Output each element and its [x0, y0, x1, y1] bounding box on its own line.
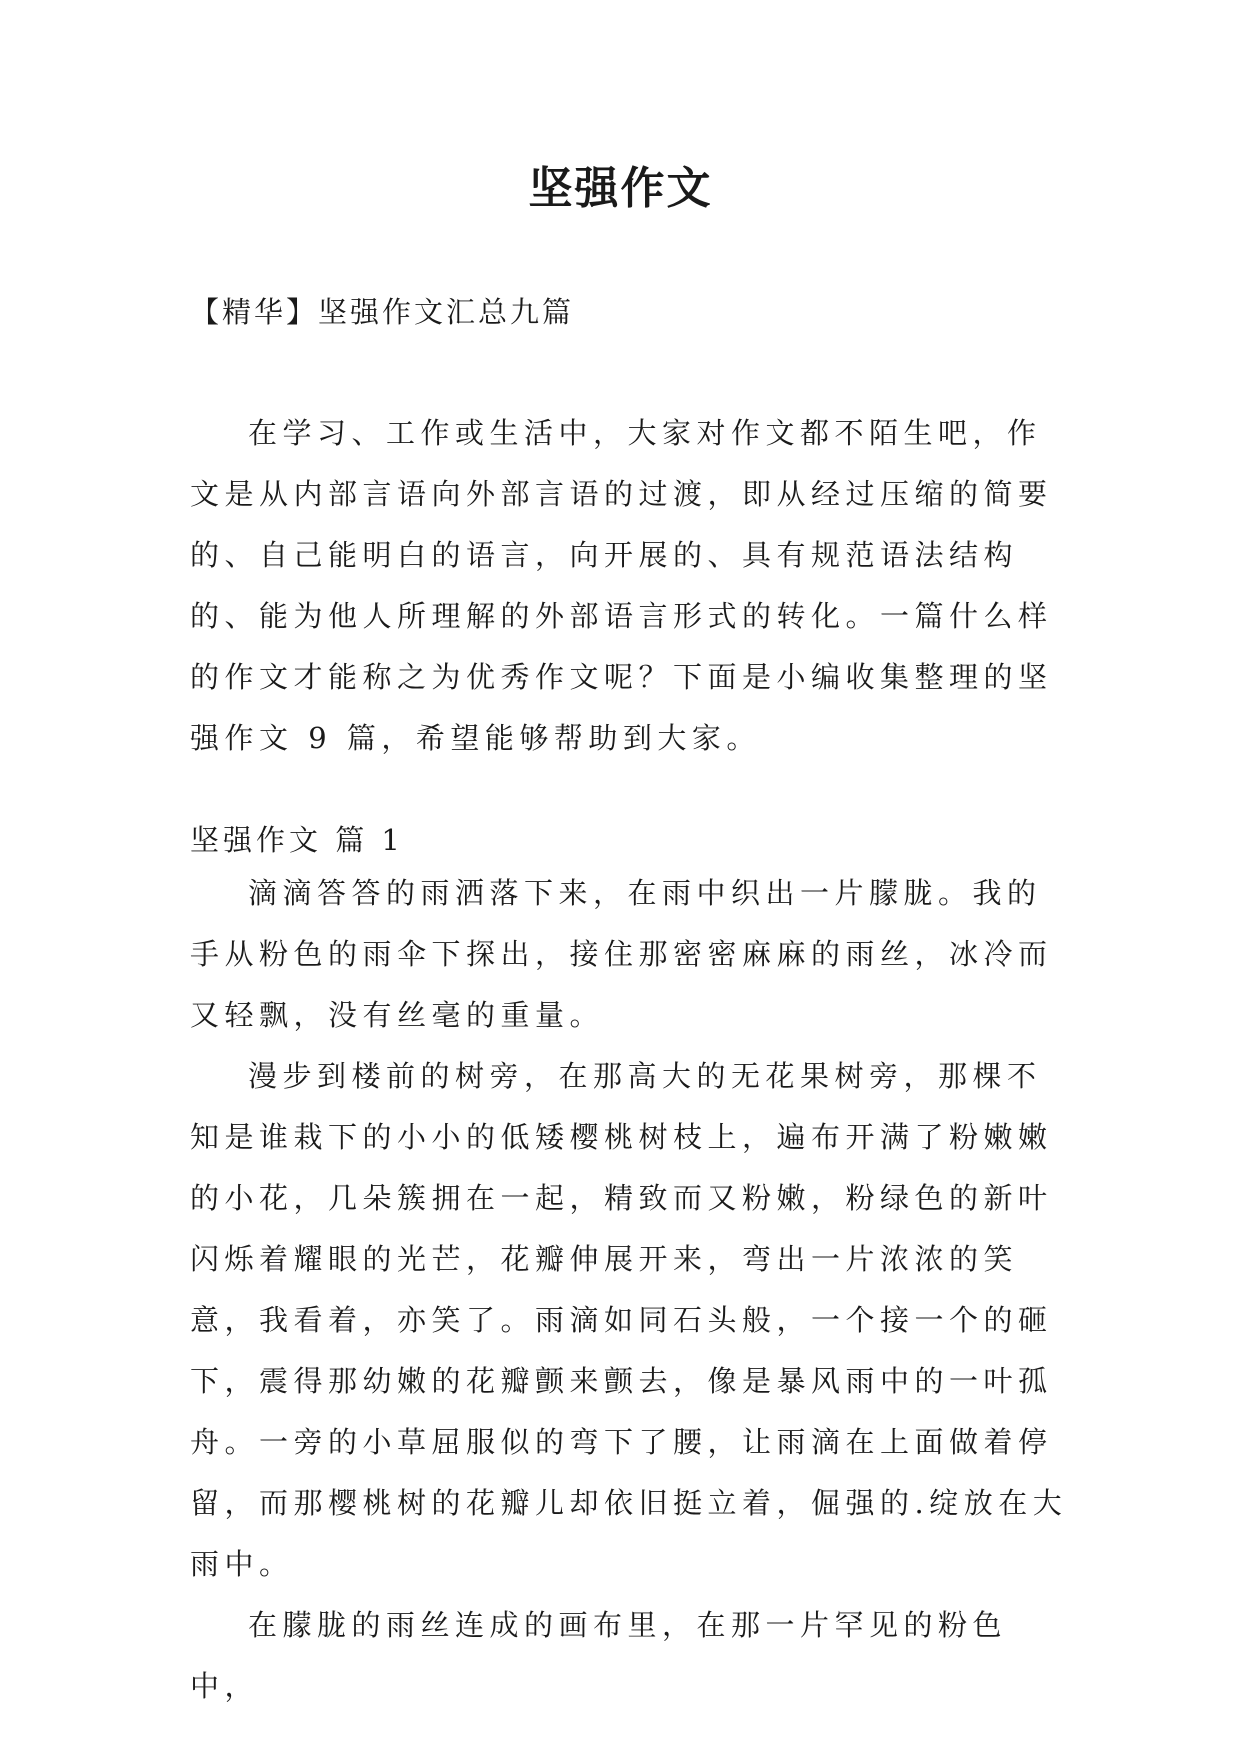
section-heading: 坚强作文 篇 1 [190, 823, 404, 857]
section-paragraph: 漫步到楼前的树旁，在那高大的无花果树旁，那棵不知是谁栽下的小小的低矮樱桃树枝上，遍布开满了粉嫩嫩的小花，几朵簇拥在一起，精致而又粉嫩，粉绿色的新叶闪烁着耀眼的光芒，花瓣伸展开来，弯出一片浓浓的笑意，我看着，亦笑了。雨滴如同石头般，一个接一个的砸下，震得那幼嫩的花瓣颤来颤去，像是暴风雨中的一叶孤舟。一旁的小草屈服似的弯下了腰，让雨滴在上面做着停留，而那樱桃树的花瓣儿却依旧挺立着，倔强的.绽放在大雨中。 [190, 1059, 1068, 1581]
intro-block [190, 403, 1070, 769]
document-title: 坚强作文 [528, 163, 713, 214]
document-subtitle: 【精华】坚强作文汇总九篇 [190, 295, 575, 329]
section-paragraph: 在朦胧的雨丝连成的画布里，在那一片罕见的粉色中， [190, 1608, 1008, 1703]
section-body [190, 863, 1070, 1717]
section-paragraph: 滴滴答答的雨洒落下来，在雨中织出一片朦胧。我的手从粉色的雨伞下探出，接住那密密麻麻的雨丝，冰冷而又轻飘，没有丝毫的重量。 [190, 876, 1053, 1032]
intro-paragraph: 在学习、工作或生活中，大家对作文都不陌生吧，作文是从内部言语向外部言语的过渡，即从经过压缩的简要的、自己能明白的语言，向开展的、具有规范语法结构的、能为他人所理解的外部语言形式的转化。一篇什么样的作文才能称之为优秀作文呢？下面是小编收集整理的坚强作文 9 篇，希望能够帮助到大家。 [190, 416, 1053, 755]
